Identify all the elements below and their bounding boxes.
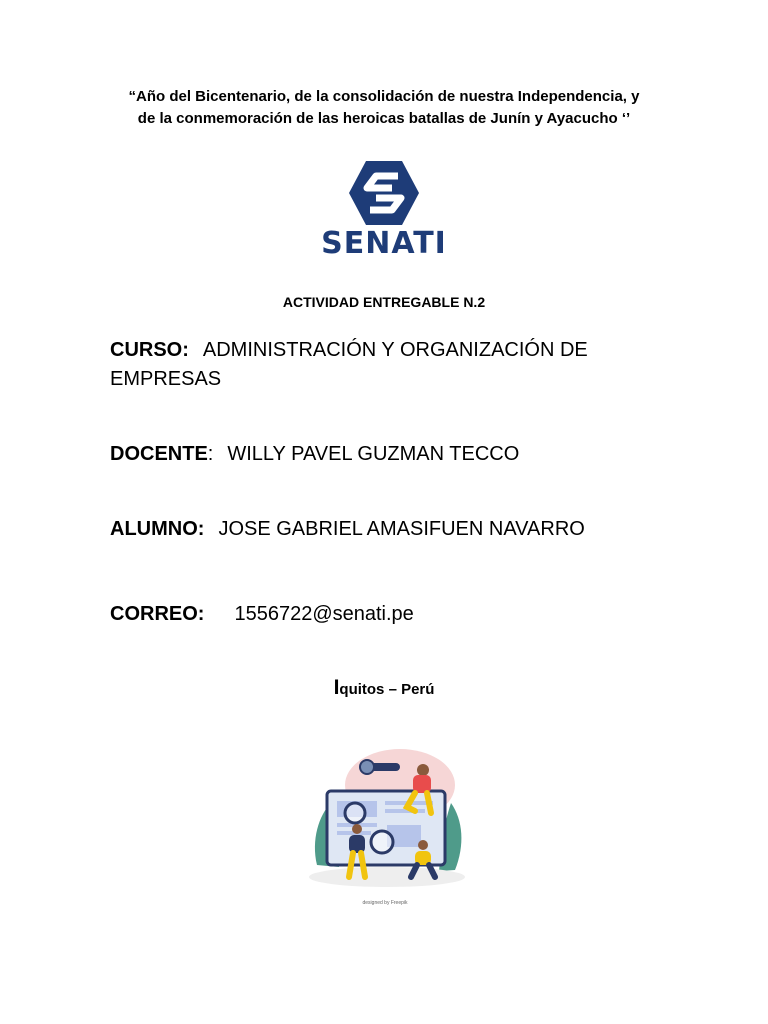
correo-label: CORREO: — [110, 603, 205, 625]
place — [0, 676, 768, 700]
docente-label: DOCENTE — [110, 443, 208, 465]
field-correo — [110, 600, 414, 629]
research-team-illustration — [305, 745, 470, 890]
curso-value: ADMINISTRACIÓN Y ORGANIZACIÓN DE EMPRESAS — [110, 339, 588, 390]
senati-hexagon-icon — [348, 160, 420, 226]
curso-label: CURSO: — [110, 339, 189, 361]
activity-title: ACTIVIDAD ENTREGABLE N.2 — [282, 294, 486, 310]
docente-value: WILLY PAVEL GUZMAN TECCO — [227, 443, 520, 465]
place-rest: quitos – Perú — [339, 681, 435, 698]
alumno-label: ALUMNO: — [110, 518, 205, 540]
field-alumno — [110, 515, 585, 544]
logo-text: SENATI — [321, 226, 447, 261]
senati-logo — [318, 160, 450, 265]
place-initial: I — [333, 676, 340, 699]
motto-line-1: “Año del Bicentenario, de la consolidación de nuestra Independencia, y — [128, 88, 640, 105]
motto-line-2: de la conmemoración de las heroicas batallas de Junín y Ayacucho ‘’ — [137, 110, 631, 127]
illustration-credit: designed by Freepik — [362, 900, 408, 906]
alumno-value: JOSE GABRIEL AMASIFUEN NAVARRO — [218, 518, 585, 540]
field-docente — [110, 440, 519, 469]
header-motto — [60, 86, 708, 130]
field-curso — [110, 336, 630, 394]
correo-value: 1556722@senati.pe — [234, 603, 414, 625]
docente-separator: : — [207, 443, 214, 465]
